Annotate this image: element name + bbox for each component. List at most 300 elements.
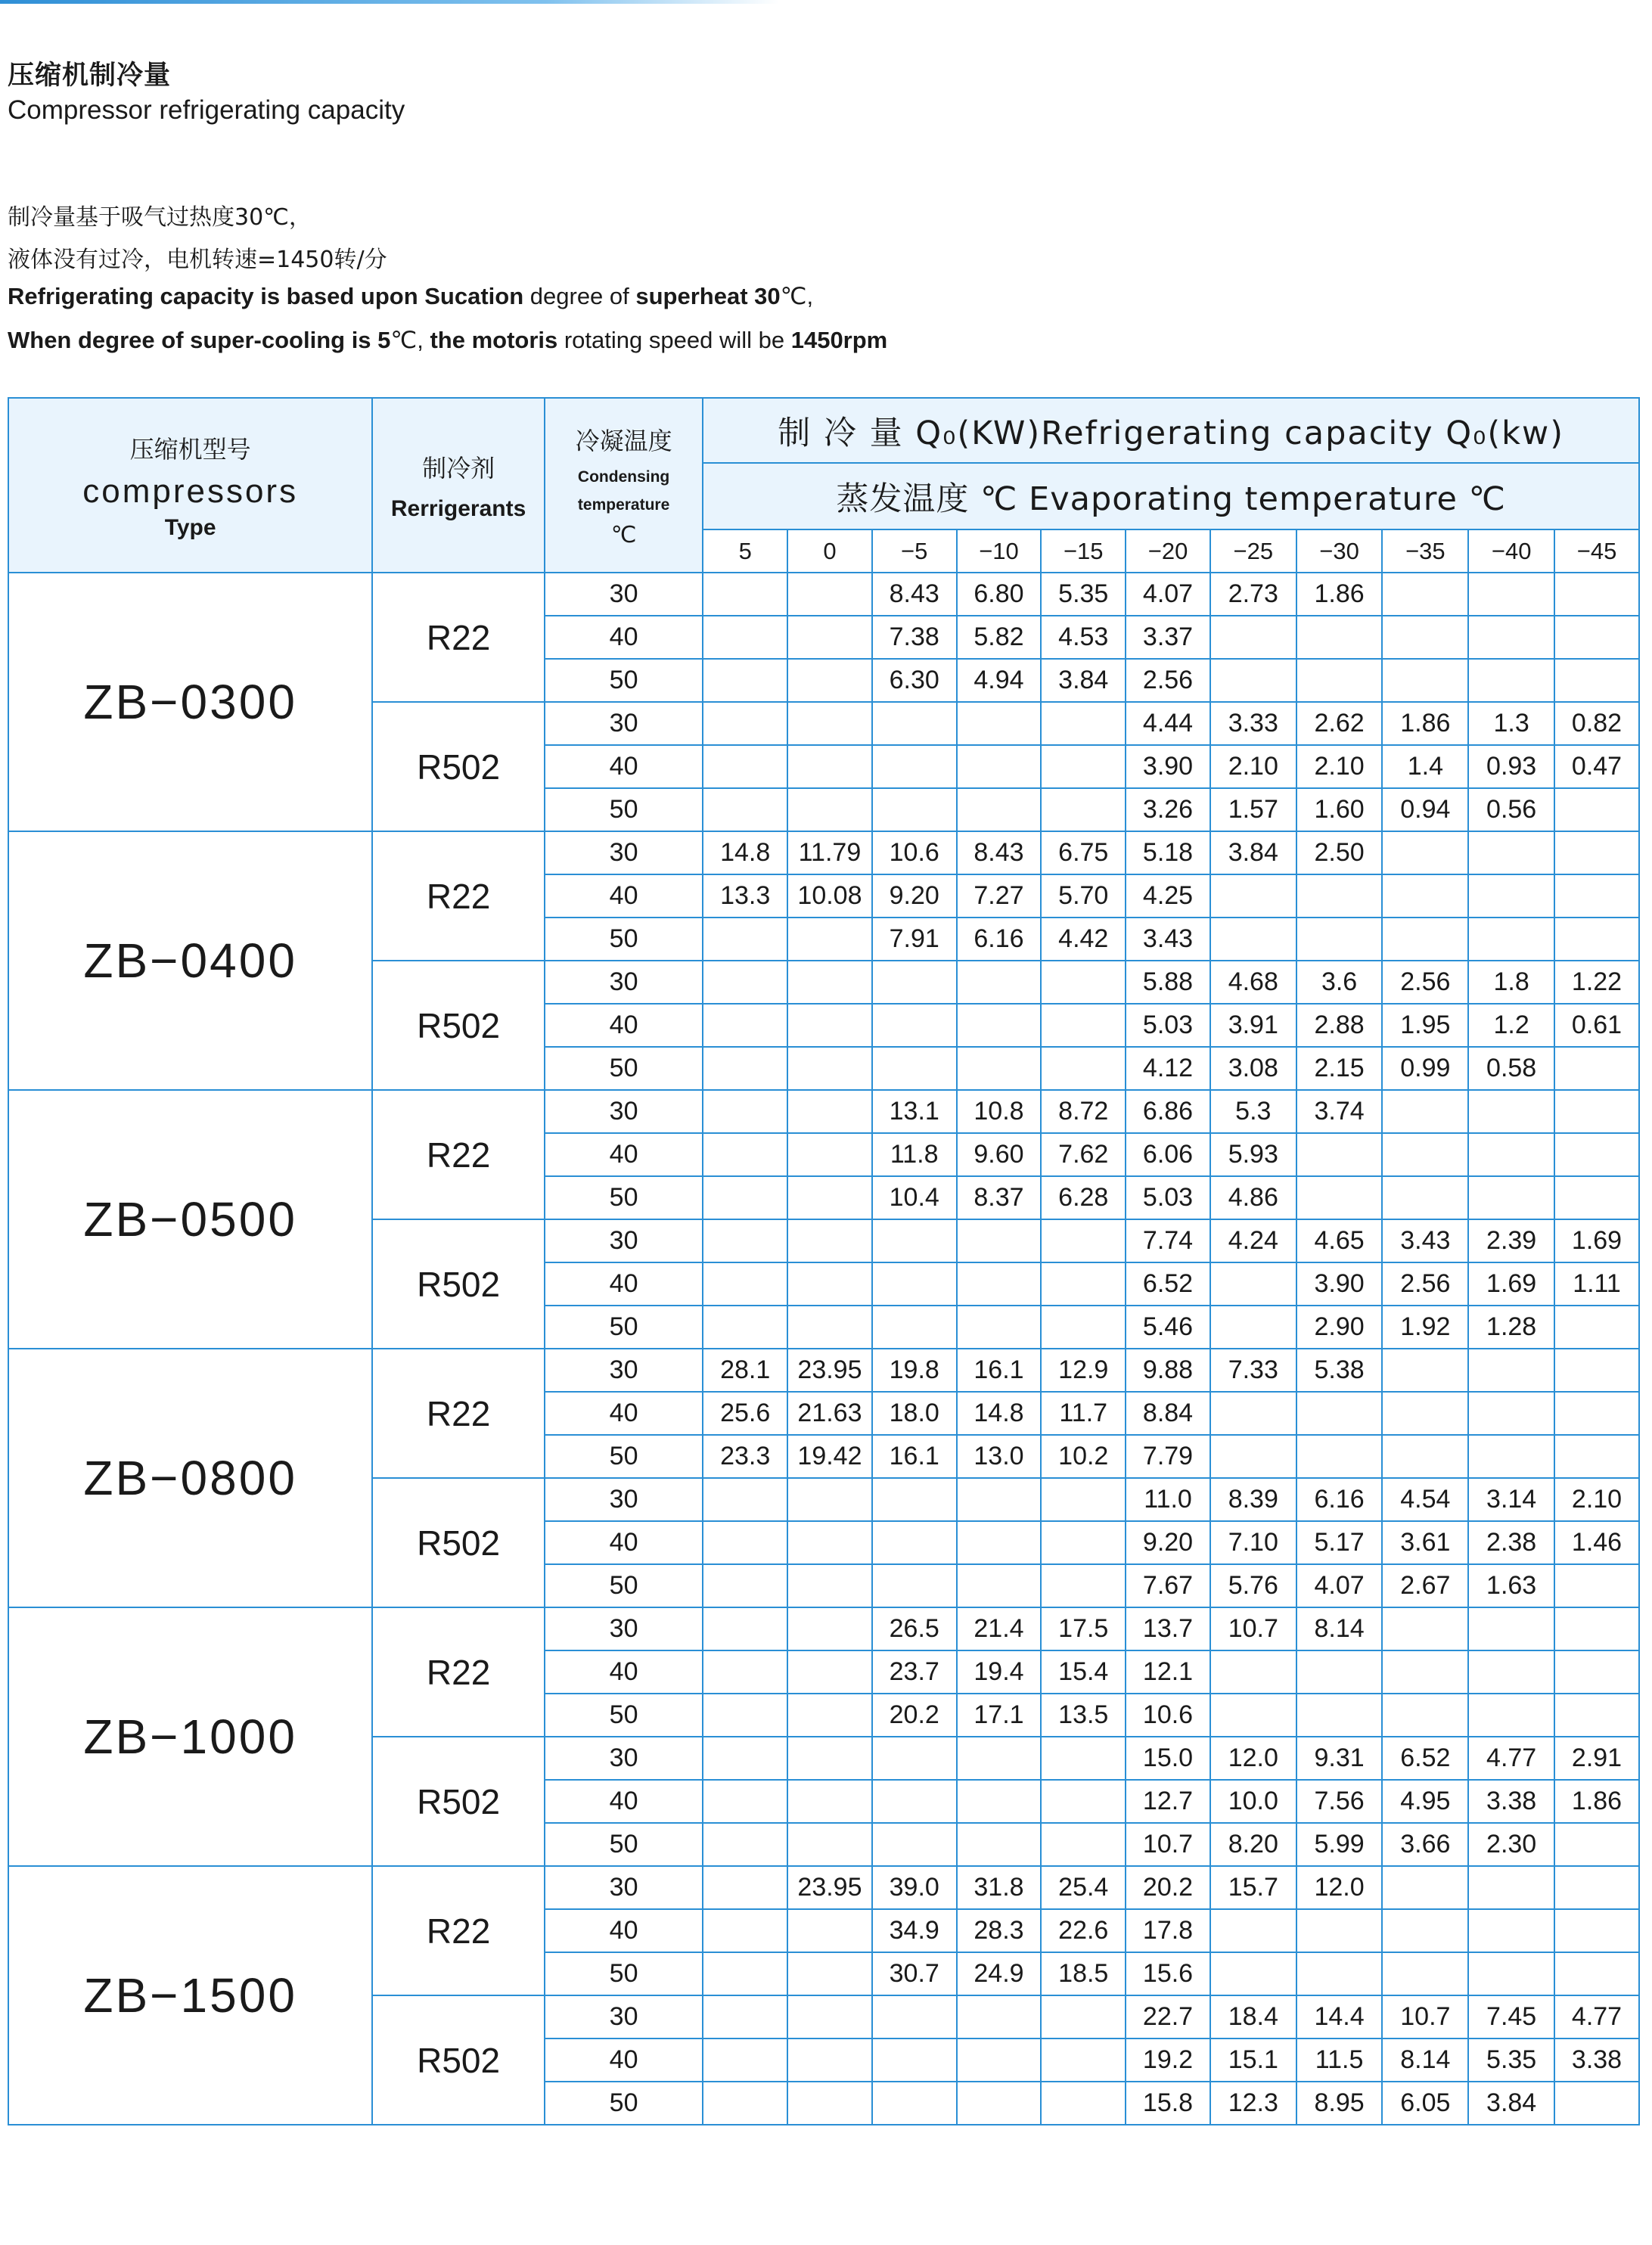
refrigerant-name: R502: [372, 702, 545, 831]
capacity-value-cell: 1.92: [1382, 1306, 1468, 1349]
capacity-value-cell: [1382, 1694, 1468, 1737]
capacity-value-cell: [1041, 1564, 1126, 1607]
capacity-value-cell: 5.3: [1210, 1090, 1296, 1133]
condensing-temp-cell: 40: [545, 1262, 703, 1306]
condensing-temp-cell: 50: [545, 1564, 703, 1607]
header-cond-unit: ℃: [610, 523, 637, 548]
capacity-value-cell: 2.50: [1296, 831, 1383, 874]
capacity-value-cell: [1041, 2039, 1126, 2082]
capacity-value-cell: [787, 1650, 872, 1694]
capacity-value-cell: [872, 1823, 957, 1866]
note-line-2: 液体没有过冷，电机转速=1450转/分: [8, 247, 387, 273]
capacity-value-cell: [787, 1004, 872, 1047]
condensing-temp-cell: 40: [545, 1004, 703, 1047]
capacity-value-cell: [703, 1995, 787, 2039]
capacity-value-cell: 8.37: [957, 1176, 1042, 1219]
capacity-value-cell: [787, 918, 872, 961]
capacity-value-cell: [1041, 961, 1126, 1004]
capacity-value-cell: [787, 1262, 872, 1306]
capacity-value-cell: 5.70: [1041, 874, 1126, 918]
capacity-value-cell: [1041, 1262, 1126, 1306]
capacity-value-cell: [1468, 1650, 1554, 1694]
condensing-temp-cell: 30: [545, 1737, 703, 1780]
capacity-value-cell: [1554, 1650, 1639, 1694]
capacity-value-cell: 19.2: [1126, 2039, 1210, 2082]
capacity-value-cell: [703, 1306, 787, 1349]
capacity-value-cell: 1.86: [1296, 573, 1383, 616]
capacity-value-cell: [1296, 616, 1383, 659]
capacity-value-cell: 15.7: [1210, 1866, 1296, 1909]
capacity-value-cell: 3.08: [1210, 1047, 1296, 1090]
capacity-value-cell: 11.5: [1296, 2039, 1383, 2082]
capacity-value-cell: [1468, 1090, 1554, 1133]
capacity-value-cell: [703, 1521, 787, 1564]
header-type-cn: 压缩机型号: [129, 434, 251, 464]
header-type-label: Type: [164, 514, 216, 540]
capacity-value-cell: 7.62: [1041, 1133, 1126, 1176]
capacity-value-cell: [703, 1047, 787, 1090]
capacity-value-cell: [1554, 874, 1639, 918]
capacity-value-cell: 15.6: [1126, 1952, 1210, 1995]
capacity-value-cell: [703, 918, 787, 961]
capacity-value-cell: [1296, 1650, 1383, 1694]
capacity-value-cell: 2.10: [1554, 1478, 1639, 1521]
table-row: [8, 1866, 1639, 1909]
model-name: ZB−1000: [8, 1607, 372, 1866]
capacity-value-cell: [1468, 874, 1554, 918]
capacity-value-cell: 3.38: [1468, 1780, 1554, 1823]
capacity-value-cell: [1554, 788, 1639, 831]
capacity-value-cell: [1210, 918, 1296, 961]
capacity-value-cell: [1382, 1090, 1468, 1133]
capacity-value-cell: 1.2: [1468, 1004, 1554, 1047]
capacity-value-cell: [957, 1306, 1042, 1349]
capacity-value-cell: 15.0: [1126, 1737, 1210, 1780]
capacity-value-cell: 4.24: [1210, 1219, 1296, 1262]
capacity-value-cell: 0.58: [1468, 1047, 1554, 1090]
capacity-value-cell: [703, 1952, 787, 1995]
capacity-value-cell: [1296, 1694, 1383, 1737]
note-line-3: [8, 283, 813, 310]
capacity-value-cell: [1554, 1435, 1639, 1478]
capacity-value-cell: 3.84: [1468, 2082, 1554, 2125]
capacity-value-cell: [872, 961, 957, 1004]
capacity-value-cell: 2.56: [1126, 659, 1210, 702]
header-refrigerant: [372, 398, 545, 573]
capacity-value-cell: 10.7: [1126, 1823, 1210, 1866]
capacity-value-cell: 2.10: [1210, 745, 1296, 788]
capacity-value-cell: 6.30: [872, 659, 957, 702]
capacity-value-cell: [957, 1521, 1042, 1564]
capacity-value-cell: [1296, 1909, 1383, 1952]
capacity-value-cell: [1296, 1176, 1383, 1219]
evap-temp-header: −20: [1126, 529, 1210, 573]
capacity-value-cell: [957, 2082, 1042, 2125]
capacity-table-body: [8, 573, 1639, 2125]
capacity-value-cell: 5.03: [1126, 1176, 1210, 1219]
capacity-value-cell: 6.75: [1041, 831, 1126, 874]
capacity-value-cell: 6.05: [1382, 2082, 1468, 2125]
capacity-value-cell: 34.9: [872, 1909, 957, 1952]
capacity-value-cell: [1554, 1952, 1639, 1995]
capacity-value-cell: [1041, 745, 1126, 788]
capacity-value-cell: [787, 1823, 872, 1866]
capacity-value-cell: [1468, 573, 1554, 616]
capacity-value-cell: 4.12: [1126, 1047, 1210, 1090]
table-row: [8, 1607, 1639, 1650]
capacity-value-cell: [957, 1262, 1042, 1306]
capacity-value-cell: [787, 1694, 872, 1737]
note-line-3-text-b: degree of: [523, 283, 636, 309]
model-name: ZB−0300: [8, 573, 372, 831]
capacity-value-cell: [1210, 1392, 1296, 1435]
refrigerant-name: R502: [372, 1995, 545, 2125]
condensing-temp-cell: 30: [545, 1349, 703, 1392]
condensing-temp-cell: 40: [545, 1909, 703, 1952]
capacity-value-cell: 2.15: [1296, 1047, 1383, 1090]
refrigerant-name: R22: [372, 1607, 545, 1737]
header-compressor-type: [8, 398, 372, 573]
capacity-value-cell: [787, 1780, 872, 1823]
refrigerant-name: R502: [372, 1219, 545, 1349]
capacity-value-cell: [1210, 1435, 1296, 1478]
capacity-value-cell: [1041, 1521, 1126, 1564]
capacity-value-cell: 14.8: [703, 831, 787, 874]
capacity-value-cell: [1296, 918, 1383, 961]
table-row: [8, 573, 1639, 616]
capacity-value-cell: [1296, 1392, 1383, 1435]
capacity-value-cell: [1468, 616, 1554, 659]
capacity-value-cell: [1554, 918, 1639, 961]
capacity-value-cell: [1382, 1952, 1468, 1995]
capacity-value-cell: 12.7: [1126, 1780, 1210, 1823]
capacity-value-cell: 8.95: [1296, 2082, 1383, 2125]
capacity-value-cell: 1.4: [1382, 745, 1468, 788]
capacity-value-cell: 3.84: [1210, 831, 1296, 874]
capacity-value-cell: 1.60: [1296, 788, 1383, 831]
condensing-temp-cell: 50: [545, 2082, 703, 2125]
capacity-value-cell: [703, 573, 787, 616]
capacity-value-cell: [1382, 1392, 1468, 1435]
capacity-value-cell: 11.8: [872, 1133, 957, 1176]
capacity-value-cell: 3.6: [1296, 961, 1383, 1004]
capacity-value-cell: [787, 659, 872, 702]
capacity-value-cell: 1.86: [1382, 702, 1468, 745]
capacity-value-cell: [787, 1090, 872, 1133]
capacity-value-cell: 11.79: [787, 831, 872, 874]
capacity-value-cell: 5.35: [1468, 2039, 1554, 2082]
capacity-value-cell: [957, 1780, 1042, 1823]
condensing-temp-cell: 30: [545, 1866, 703, 1909]
capacity-value-cell: 23.95: [787, 1349, 872, 1392]
capacity-value-cell: 9.60: [957, 1133, 1042, 1176]
capacity-value-cell: 10.0: [1210, 1780, 1296, 1823]
capacity-value-cell: [872, 2039, 957, 2082]
capacity-value-cell: 12.0: [1210, 1737, 1296, 1780]
capacity-value-cell: [1554, 831, 1639, 874]
condensing-temp-cell: 50: [545, 918, 703, 961]
capacity-value-cell: [1468, 1176, 1554, 1219]
condensing-temp-cell: 30: [545, 1478, 703, 1521]
condensing-temp-cell: 30: [545, 702, 703, 745]
condensing-temp-cell: 40: [545, 874, 703, 918]
note-line-3-bold-c: superheat 30: [635, 283, 781, 309]
capacity-value-cell: [872, 1564, 957, 1607]
header-type-en: compressors: [82, 472, 299, 510]
header-cond-cn: 冷凝温度: [575, 427, 672, 455]
refrigerant-name: R22: [372, 573, 545, 702]
capacity-value-cell: [1382, 918, 1468, 961]
capacity-value-cell: 12.9: [1041, 1349, 1126, 1392]
capacity-value-cell: 3.91: [1210, 1004, 1296, 1047]
capacity-value-cell: 2.62: [1296, 702, 1383, 745]
capacity-value-cell: 17.5: [1041, 1607, 1126, 1650]
capacity-value-cell: 0.82: [1554, 702, 1639, 745]
evap-temp-header: −5: [872, 529, 957, 573]
capacity-value-cell: 5.18: [1126, 831, 1210, 874]
capacity-value-cell: [1468, 1435, 1554, 1478]
capacity-value-cell: 11.7: [1041, 1392, 1126, 1435]
capacity-value-cell: 4.77: [1468, 1737, 1554, 1780]
capacity-value-cell: [787, 1564, 872, 1607]
capacity-value-cell: [1382, 874, 1468, 918]
condensing-temp-cell: 40: [545, 1780, 703, 1823]
capacity-value-cell: [1296, 1133, 1383, 1176]
capacity-value-cell: [1468, 659, 1554, 702]
capacity-value-cell: 0.94: [1382, 788, 1468, 831]
capacity-value-cell: [703, 1737, 787, 1780]
capacity-value-cell: 2.30: [1468, 1823, 1554, 1866]
capacity-value-cell: [787, 573, 872, 616]
capacity-value-cell: 13.3: [703, 874, 787, 918]
capacity-value-cell: [787, 616, 872, 659]
capacity-value-cell: [957, 961, 1042, 1004]
capacity-value-cell: [787, 2039, 872, 2082]
capacity-value-cell: 28.1: [703, 1349, 787, 1392]
capacity-value-cell: 18.5: [1041, 1952, 1126, 1995]
condensing-temp-cell: 50: [545, 659, 703, 702]
capacity-value-cell: 3.33: [1210, 702, 1296, 745]
capacity-value-cell: [1554, 616, 1639, 659]
capacity-value-cell: [1554, 1090, 1639, 1133]
capacity-value-cell: 3.90: [1126, 745, 1210, 788]
capacity-value-cell: 3.61: [1382, 1521, 1468, 1564]
capacity-value-cell: [1554, 1564, 1639, 1607]
capacity-value-cell: 12.3: [1210, 2082, 1296, 2125]
capacity-value-cell: 7.45: [1468, 1995, 1554, 2039]
capacity-value-cell: [1554, 2082, 1639, 2125]
capacity-value-cell: 4.68: [1210, 961, 1296, 1004]
capacity-value-cell: [1468, 1909, 1554, 1952]
capacity-value-cell: 4.53: [1041, 616, 1126, 659]
capacity-value-cell: [1468, 1392, 1554, 1435]
capacity-value-cell: [1296, 659, 1383, 702]
capacity-value-cell: 6.86: [1126, 1090, 1210, 1133]
capacity-value-cell: [872, 1737, 957, 1780]
capacity-value-cell: [703, 2039, 787, 2082]
capacity-value-cell: 0.99: [1382, 1047, 1468, 1090]
header-cond-en-1: Condensing: [577, 468, 670, 486]
capacity-value-cell: 3.38: [1554, 2039, 1639, 2082]
capacity-value-cell: [1382, 616, 1468, 659]
capacity-value-cell: 17.8: [1126, 1909, 1210, 1952]
capacity-value-cell: 1.8: [1468, 961, 1554, 1004]
capacity-value-cell: [1041, 1047, 1126, 1090]
capacity-value-cell: 5.46: [1126, 1306, 1210, 1349]
capacity-value-cell: [1041, 2082, 1126, 2125]
capacity-value-cell: 2.56: [1382, 1262, 1468, 1306]
capacity-value-cell: 4.07: [1126, 573, 1210, 616]
capacity-value-cell: 2.67: [1382, 1564, 1468, 1607]
capacity-value-cell: [787, 1219, 872, 1262]
evap-temp-header: −45: [1554, 529, 1639, 573]
capacity-value-cell: 5.35: [1041, 573, 1126, 616]
note-line-4-bold-a: When degree of super-cooling is 5: [8, 327, 391, 353]
refrigerant-name: R502: [372, 961, 545, 1090]
capacity-value-cell: [1554, 1866, 1639, 1909]
capacity-value-cell: [957, 1995, 1042, 2039]
capacity-value-cell: [1296, 1435, 1383, 1478]
capacity-value-cell: [1382, 1349, 1468, 1392]
capacity-value-cell: 7.91: [872, 918, 957, 961]
capacity-value-cell: 6.16: [1296, 1478, 1383, 1521]
page-title-cn: 压缩机制冷量: [8, 61, 172, 91]
capacity-value-cell: 3.90: [1296, 1262, 1383, 1306]
header-condensing-temp: [545, 398, 703, 573]
capacity-value-cell: 23.3: [703, 1435, 787, 1478]
note-line-4-bold-c: the motoris: [430, 327, 558, 353]
capacity-value-cell: [703, 1564, 787, 1607]
capacity-value-cell: [1554, 1133, 1639, 1176]
header-cond-en-2: temperature: [577, 496, 670, 514]
capacity-value-cell: [872, 702, 957, 745]
condensing-temp-cell: 30: [545, 831, 703, 874]
capacity-value-cell: [957, 1004, 1042, 1047]
capacity-value-cell: 6.80: [957, 573, 1042, 616]
capacity-value-cell: [1296, 1952, 1383, 1995]
capacity-value-cell: [1468, 1349, 1554, 1392]
capacity-value-cell: 10.08: [787, 874, 872, 918]
capacity-value-cell: [787, 1607, 872, 1650]
note-line-3-bold-a: Refrigerating capacity is based upon Sucation: [8, 283, 524, 309]
model-name: ZB−1500: [8, 1866, 372, 2125]
capacity-value-cell: 15.4: [1041, 1650, 1126, 1694]
capacity-value-cell: 20.2: [1126, 1866, 1210, 1909]
capacity-value-cell: [787, 702, 872, 745]
capacity-value-cell: [787, 1952, 872, 1995]
capacity-value-cell: [703, 616, 787, 659]
capacity-value-cell: 13.7: [1126, 1607, 1210, 1650]
capacity-value-cell: 5.99: [1296, 1823, 1383, 1866]
capacity-value-cell: 1.28: [1468, 1306, 1554, 1349]
page-title-en: Compressor refrigerating capacity: [8, 95, 405, 125]
capacity-value-cell: [1468, 1133, 1554, 1176]
capacity-value-cell: [787, 1306, 872, 1349]
capacity-value-cell: 8.20: [1210, 1823, 1296, 1866]
capacity-value-cell: 10.7: [1382, 1995, 1468, 2039]
capacity-value-cell: [787, 745, 872, 788]
capacity-value-cell: 4.44: [1126, 702, 1210, 745]
capacity-value-cell: 2.91: [1554, 1737, 1639, 1780]
capacity-value-cell: 1.95: [1382, 1004, 1468, 1047]
capacity-value-cell: 4.95: [1382, 1780, 1468, 1823]
capacity-value-cell: 0.47: [1554, 745, 1639, 788]
capacity-value-cell: 7.79: [1126, 1435, 1210, 1478]
capacity-value-cell: 5.93: [1210, 1133, 1296, 1176]
capacity-value-cell: 18.4: [1210, 1995, 1296, 2039]
capacity-value-cell: [1210, 1306, 1296, 1349]
capacity-value-cell: 16.1: [957, 1349, 1042, 1392]
capacity-value-cell: [1041, 702, 1126, 745]
capacity-value-cell: [1041, 788, 1126, 831]
capacity-value-cell: 21.63: [787, 1392, 872, 1435]
condensing-temp-cell: 40: [545, 2039, 703, 2082]
capacity-value-cell: 15.1: [1210, 2039, 1296, 2082]
capacity-value-cell: [1554, 1909, 1639, 1952]
capacity-table: [8, 397, 1640, 2125]
capacity-value-cell: [1041, 1737, 1126, 1780]
note-line-4-text-d: rotating speed will be: [557, 327, 791, 353]
capacity-value-cell: 13.5: [1041, 1694, 1126, 1737]
capacity-value-cell: 2.38: [1468, 1521, 1554, 1564]
capacity-value-cell: 22.6: [1041, 1909, 1126, 1952]
capacity-value-cell: 14.8: [957, 1392, 1042, 1435]
capacity-value-cell: [872, 1306, 957, 1349]
capacity-value-cell: [1382, 1176, 1468, 1219]
note-line-4: [8, 327, 887, 354]
capacity-value-cell: [1468, 1607, 1554, 1650]
capacity-value-cell: 8.43: [957, 831, 1042, 874]
capacity-value-cell: 5.03: [1126, 1004, 1210, 1047]
capacity-value-cell: [1296, 874, 1383, 918]
capacity-value-cell: [872, 788, 957, 831]
capacity-value-cell: [1554, 1392, 1639, 1435]
capacity-value-cell: 10.6: [1126, 1694, 1210, 1737]
capacity-value-cell: [1382, 1909, 1468, 1952]
condensing-temp-cell: 30: [545, 573, 703, 616]
capacity-value-cell: [1554, 1607, 1639, 1650]
capacity-value-cell: 9.20: [872, 874, 957, 918]
note-line-3-text-d: ℃,: [780, 283, 814, 309]
condensing-temp-cell: 30: [545, 1219, 703, 1262]
capacity-value-cell: 6.06: [1126, 1133, 1210, 1176]
note-line-4-text-b: ℃,: [390, 327, 430, 353]
capacity-value-cell: 13.1: [872, 1090, 957, 1133]
model-name: ZB−0800: [8, 1349, 372, 1607]
refrigerant-name: R22: [372, 1090, 545, 1219]
evap-temp-header: −10: [957, 529, 1042, 573]
capacity-value-cell: 9.20: [1126, 1521, 1210, 1564]
capacity-value-cell: 21.4: [957, 1607, 1042, 1650]
capacity-value-cell: 2.73: [1210, 573, 1296, 616]
header-ref-cn: 制冷剂: [422, 453, 495, 483]
capacity-value-cell: [1382, 1435, 1468, 1478]
capacity-value-cell: 23.7: [872, 1650, 957, 1694]
capacity-value-cell: [1468, 831, 1554, 874]
capacity-value-cell: [1041, 1004, 1126, 1047]
evap-temp-header: 5: [703, 529, 787, 573]
refrigerant-name: R22: [372, 831, 545, 961]
capacity-value-cell: 2.90: [1296, 1306, 1383, 1349]
header-evaporating-temp: 蒸发温度 ℃ Evaporating temperature ℃: [703, 463, 1639, 529]
capacity-value-cell: 4.94: [957, 659, 1042, 702]
capacity-value-cell: 8.84: [1126, 1392, 1210, 1435]
capacity-value-cell: [1382, 573, 1468, 616]
condensing-temp-cell: 30: [545, 1607, 703, 1650]
capacity-value-cell: 31.8: [957, 1866, 1042, 1909]
capacity-value-cell: 7.27: [957, 874, 1042, 918]
condensing-temp-cell: 50: [545, 1823, 703, 1866]
